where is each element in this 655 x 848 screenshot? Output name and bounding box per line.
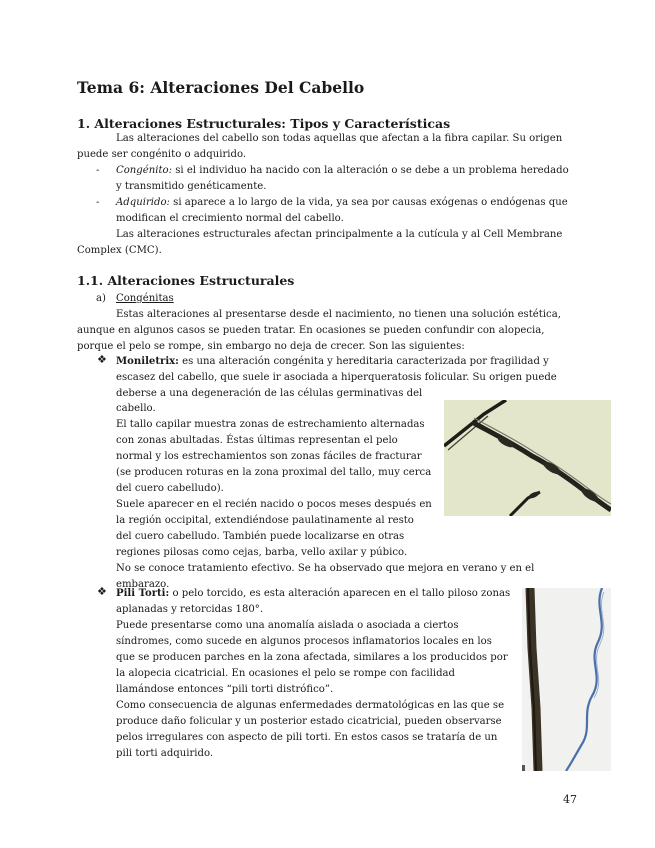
congenitas-line-2: aunque en algunos casos se pueden tratar. En ocasiones se pueden confundir con alopecia, bbox=[77, 325, 545, 336]
moniletrix-micrograph bbox=[444, 400, 611, 516]
congenito-line-2: y transmitido genéticamente. bbox=[116, 181, 267, 192]
pili-line: llamándose entonces “pili torti distrófico”. bbox=[116, 684, 334, 695]
sublist-marker: a) bbox=[96, 293, 106, 304]
moniletrix-line: Suele aparecer en el recién nacido o pocos meses después en bbox=[116, 499, 432, 510]
pili-line: que se producen parches en la zona afectada, similares a los producidos por bbox=[116, 652, 508, 663]
congenito-line-1 bbox=[116, 163, 569, 179]
pili-torti-micrograph bbox=[522, 588, 611, 771]
pili-line: la alopecia cicatricial. En ocasiones el pelo se rompe con facilidad bbox=[116, 668, 456, 679]
adquirido-line-1 bbox=[116, 195, 568, 211]
pili-line: Puede presentarse como una anomalía aislada o asociada a ciertos bbox=[116, 620, 459, 631]
pili-line-1 bbox=[116, 586, 510, 602]
intro-line-2: puede ser congénito o adquirido. bbox=[77, 149, 247, 160]
moniletrix-line: deberse a una degeneración de las células germinativas del bbox=[116, 388, 423, 399]
section-heading-1-1: 1.1. Alteraciones Estructurales bbox=[77, 273, 295, 288]
congenito-term: Congénito: bbox=[116, 165, 172, 176]
congenitas-label: Congénitas bbox=[116, 293, 174, 304]
moniletrix-line: la región occipital, extendiéndose paulatinamente al resto bbox=[116, 515, 414, 526]
moniletrix-line: del cuero cabelludo). bbox=[116, 483, 224, 494]
moniletrix-line: del cuero cabelludo. También puede localizarse en otras bbox=[116, 531, 405, 542]
section-heading-1: 1. Alteraciones Estructurales: Tipos y Características bbox=[77, 116, 451, 131]
cmc-line-1: Las alteraciones estructurales afectan principalmente a la cutícula y al Cell Membrane bbox=[116, 229, 563, 240]
dash-bullet: - bbox=[96, 165, 100, 176]
pili-line: pelos irregulares con aspecto de pili torti. En estos casos se trataría de un bbox=[116, 732, 498, 743]
diamond-bullet-icon: ❖ bbox=[97, 585, 107, 598]
moniletrix-line: cabello. bbox=[116, 403, 156, 414]
moniletrix-line: No se conoce tratamiento efectivo. Se ha observado que mejora en verano y en el bbox=[116, 563, 535, 574]
intro-line-1: Las alteraciones del cabello son todas aquellas que afectan a la fibra capilar. Su origen bbox=[116, 133, 563, 144]
adquirido-line-2: modifican el crecimiento normal del cabello. bbox=[116, 213, 344, 224]
moniletrix-line-1 bbox=[116, 354, 549, 370]
moniletrix-line: normal y los estrechamientos son zonas fáciles de fracturar bbox=[116, 451, 422, 462]
dash-bullet: - bbox=[96, 197, 100, 208]
adquirido-term: Adquirido: bbox=[116, 197, 170, 208]
moniletrix-term: Moniletrix: bbox=[116, 356, 179, 367]
moniletrix-line: regiones pilosas como cejas, barba, vello axilar y púbico. bbox=[116, 547, 408, 558]
congenitas-line-3: porque el pelo se rompe, sin embargo no deja de crecer. Son las siguientes: bbox=[77, 341, 465, 352]
moniletrix-text: es una alteración congénita y hereditaria caracterizada por fragilidad y bbox=[178, 356, 549, 367]
pili-text: o pelo torcido, es esta alteración aparecen en el tallo piloso zonas bbox=[169, 588, 511, 599]
moniletrix-line: El tallo capilar muestra zonas de estrechamiento alternadas bbox=[116, 419, 425, 430]
pili-line: produce daño folicular y un posterior estado cicatricial, pueden observarse bbox=[116, 716, 502, 727]
adquirido-text: si aparece a lo largo de la vida, ya sea por causas exógenas o endógenas que bbox=[169, 197, 568, 208]
moniletrix-line: (se producen roturas en la zona proximal del tallo, muy cerca bbox=[116, 467, 432, 478]
pili-line: síndromes, como sucede en algunos procesos inflamatorios locales en los bbox=[116, 636, 492, 647]
congenitas-line-1: Estas alteraciones al presentarse desde el nacimiento, no tienen una solución estética, bbox=[116, 309, 561, 320]
cmc-line-2: Complex (CMC). bbox=[77, 245, 162, 256]
page-number: 47 bbox=[563, 793, 577, 806]
moniletrix-line: escasez del cabello, que suele ir asociada a hiperqueratosis folicular. Su origen puede bbox=[116, 372, 557, 383]
pili-line: pili torti adquirido. bbox=[116, 748, 214, 759]
moniletrix-line: con zonas abultadas. Éstas últimas representan el pelo bbox=[116, 435, 398, 446]
sublist-label bbox=[116, 291, 174, 307]
page-title: Tema 6: Alteraciones Del Cabello bbox=[77, 78, 365, 97]
congenito-text: si el individuo ha nacido con la alteración o se debe a un problema heredado bbox=[172, 165, 569, 176]
moniletrix-line: embarazo. bbox=[116, 579, 170, 590]
pili-line: Como consecuencia de algunas enfermedades dermatológicas en las que se bbox=[116, 700, 505, 711]
pili-term: Pili Torti: bbox=[116, 588, 170, 599]
diamond-bullet-icon: ❖ bbox=[97, 353, 107, 366]
pili-line: aplanadas y retorcidas 180°. bbox=[116, 604, 264, 615]
